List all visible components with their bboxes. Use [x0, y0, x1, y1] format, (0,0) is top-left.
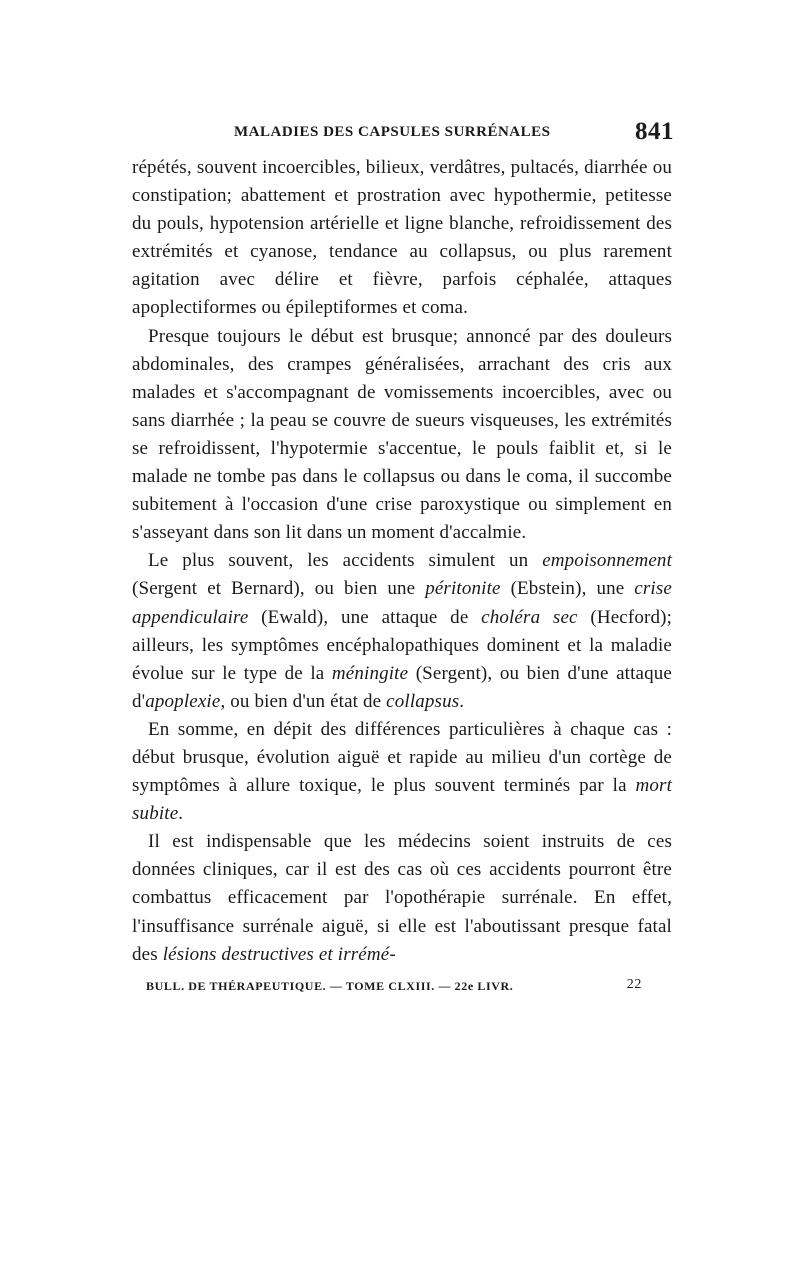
text-run: Le plus souvent, les accidents simulent un — [148, 550, 543, 572]
text-run: (Ewald), une attaque de — [248, 606, 482, 628]
italic-term: collapsus — [386, 690, 460, 712]
paragraph — [132, 828, 672, 968]
italic-term: lésions destructives et irrémé- — [162, 943, 396, 965]
text-run: En somme, en dépit des différences particulières à chaque cas : début brusque, évolution aiguë et rapide au milieu d'un cortège de symptômes à allure toxique, le plus souvent terminés par la — [132, 718, 672, 797]
italic-term: péritonite — [425, 578, 501, 600]
paragraph — [132, 323, 672, 548]
italic-term: crise appendiculaire — [132, 578, 672, 628]
italic-term: empoisonnement — [542, 550, 672, 572]
text-run: Presque toujours le début est brusque; annoncé par des douleurs abdominales, des crampes généralisées, arrachant des cris aux malades et s'accompagnant de vomissements incoercibles, avec ou sans diarrhée ; la peau se couvre de sueurs visqueuses, les extrémités se refroidissent, l'hypotermie s'accentue, le pouls faiblit et, si le malade ne tombe pas dans le collapsus ou dans le coma, il succombe subitement à l'occasion d'une crise paroxystique ou simplement en s'asseyant dans son lit dans un moment d'accalmie. — [132, 325, 672, 544]
text-run: (Sergent et Bernard), ou bien une — [132, 578, 426, 600]
text-run: Il est indispensable que les médecins soient instruits de ces données cliniques, car il est des cas où ces accidents pourront être combattus efficacement par l'opothérapie surrénale. En effet, l'insuffisance surrénale aiguë, si elle est l'aboutissant presque fatal des — [132, 831, 672, 965]
page-number: 841 — [635, 118, 674, 145]
paragraph — [132, 154, 672, 323]
text-run: (Hecford); ailleurs, les symptômes encéphalopathiques dominent et la maladie évolue sur le type de la — [132, 606, 673, 684]
running-head — [132, 118, 672, 148]
running-title: MALADIES DES CAPSULES SURRÉNALES — [234, 124, 551, 140]
italic-term: choléra sec — [481, 606, 578, 628]
book-page — [132, 118, 672, 997]
body-text — [132, 154, 672, 969]
text-run: (Ebstein), une — [500, 578, 635, 600]
text-run: . — [459, 690, 465, 712]
italic-term: apoplexie — [145, 690, 221, 712]
paragraph — [132, 716, 672, 828]
footer-sheet-number: 22 — [626, 976, 642, 992]
paragraph — [132, 547, 672, 716]
italic-term: méningite — [331, 662, 409, 684]
text-run: (Sergent), ou bien d'une attaque d' — [132, 662, 673, 712]
italic-term: mort subite — [132, 775, 672, 825]
text-run: , ou bien d'un état de — [220, 690, 387, 712]
page-footer — [132, 977, 672, 997]
text-run: répétés, souvent incoercibles, bilieux, verdâtres, pultacés, diarrhée ou constipation; abattement et prostration avec hypothermie, petitesse du pouls, hypotension artérielle et ligne blanche, refroidissement des extrémités et cyanose, tendance au collapsus, ou plus rarement agitation avec délire et fièvre, parfois céphalée, attaques apoplectiformes ou épileptiformes et coma. — [132, 157, 672, 319]
text-run: . — [178, 803, 184, 825]
footer-signature: BULL. DE THÉRAPEUTIQUE. — TOME CLXIII. — 22e LIVR. — [146, 978, 514, 993]
